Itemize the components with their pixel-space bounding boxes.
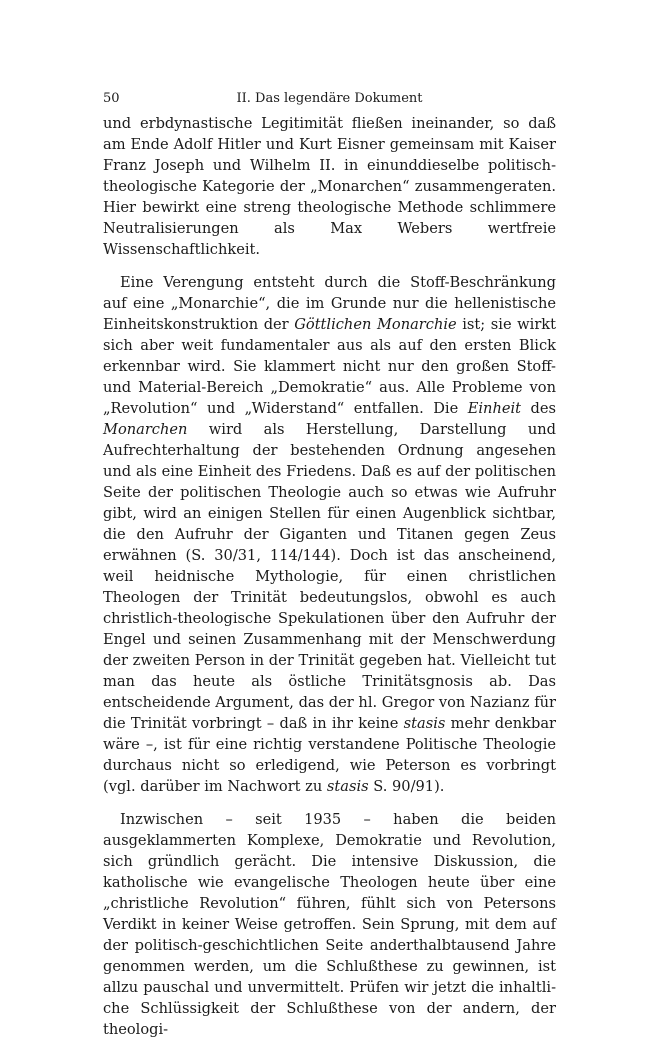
- paragraph-3: [103, 809, 556, 1040]
- text-run: des: [521, 400, 556, 417]
- text-run: Inzwischen – seit 1935 – haben die beiden ausgeklammerten Komplexe, Demokratie und Revolution, sich gründlich gerächt. Die intensive Diskussion, die katholische wie evangelische Theologen heute über eine „christliche Revolution“ führen, fühlt sich von Petersons Verdikt in keiner Weise getroffen. Sein Sprung, mit dem auf der politisch-geschichtlichen Seite anderthalbtausend Jahre genommen werden, um die Schlußthese zu gewinnen, ist allzu pauschal und unvermittelt. Prüfen wir jetzt die inhaltliche Schlüssigkeit der Schlußthese von der andern, der theologi-: [103, 811, 556, 1038]
- book-page: [103, 88, 556, 1040]
- italic-text-run: Monarchen: [103, 421, 188, 438]
- text-run: S. 90/91).: [368, 778, 445, 795]
- text-run: ist; sie wirkt sich aber weit fundamentaler aus als auf den ersten Blick erkennbar wird. Sie klammert nicht nur den großen Stoff- und Material-Bereich „Demokratie“ aus. Alle Probleme von „Revolution“ und „Widerstand“ entfallen. Die: [103, 316, 557, 417]
- running-title: II. Das legendäre Dokument: [236, 91, 423, 106]
- paragraph-1: [103, 113, 556, 260]
- paragraph-2: [103, 272, 556, 797]
- page-number: 50: [103, 91, 120, 106]
- running-head: [103, 88, 556, 110]
- italic-text-run: stasis: [403, 715, 446, 732]
- italic-text-run: stasis: [326, 778, 369, 795]
- body-text: [103, 113, 556, 1040]
- text-run: und erbdynastische Legitimität fließen ineinander, so daß am Ende Adolf Hitler und Kurt Eisner gemeinsam mit Kaiser Franz Joseph und Wilhelm II. in einunddieselbe politisch-theologische Kategorie der „Monarchen“ zusammengeraten. Hier bewirkt eine streng theologische Methode schlimmere Neutralisierungen als Max Webers wertfreie Wissenschaftlichkeit.: [103, 115, 556, 258]
- text-run: mehr denkbar wäre –, ist für eine richtig verstandene Politische Theologie durchaus nicht so erledigend, wie Peterson es vorbringt (vgl. darüber im Nachwort zu: [103, 715, 557, 795]
- text-run: wird als Herstellung, Darstellung und Aufrechterhaltung der bestehenden Ordnung angesehen und als eine Einheit des Friedens. Daß es auf der politischen Seite der politischen Theologie auch so etwas wie Aufruhr gibt, wird an einigen Stellen für einen Augenblick sichtbar, die den Aufruhr der Giganten und Titanen gegen Zeus erwähnen (S. 30/31, 114/144). Doch ist das anscheinend, weil heidnische Mythologie, für einen christlichen Theologen der Trinität bedeutungslos, obwohl es auch christlich-theologische Spekulationen über den Aufruhr der Engel und seinen Zusammenhang mit der Menschwerdung der zweiten Person in der Trinität gegeben hat. Vielleicht tut man das heute als östliche Trinitätsgnosis ab. Das entscheidende Argument, das der hl. Gregor von Nazianz für die Trinität vorbringt – daß in ihr keine: [103, 421, 556, 732]
- italic-text-run: Einheit: [467, 400, 522, 417]
- text-run: Eine Verengung entsteht durch die Stoff-Beschränkung auf eine „Monarchie“, die im Grunde nur die hellenistische Einheitskonstruktion der: [103, 274, 556, 333]
- italic-text-run: Göttlichen Monarchie: [294, 316, 457, 333]
